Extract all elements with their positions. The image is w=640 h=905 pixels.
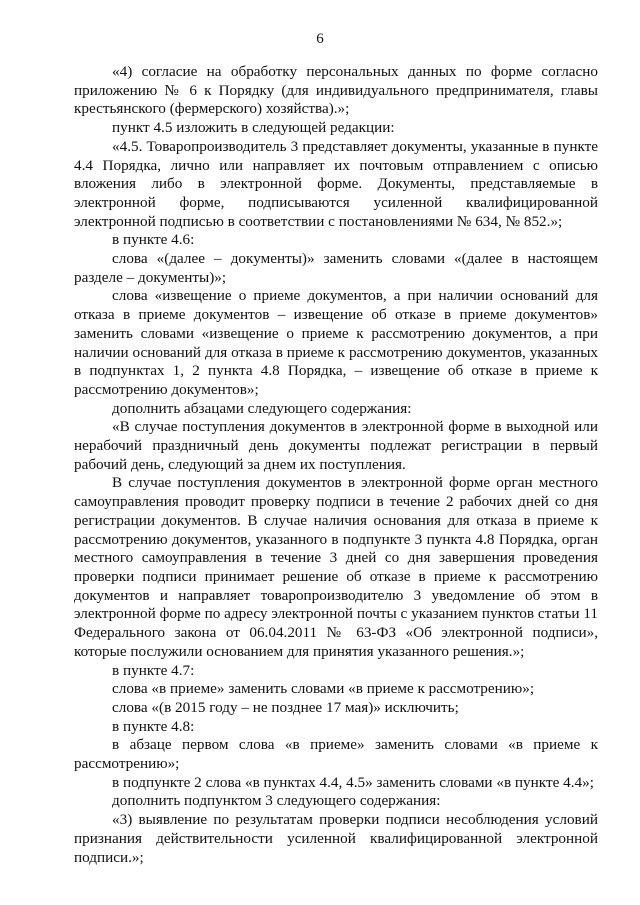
page-number: 6 [316,31,324,47]
paragraph-consent-item: «4) согласие на обработку персональных данных по форме согласно приложению № 6 к Порядку (для индивидуального предпринимателя, главы крестьянского (фермерского) хозяйства).»; [74,63,598,118]
paragraph-add-subpoint-3: дополнить подпунктом 3 следующего содержания: [112,792,441,810]
paragraph-signature-check: В случае поступления документов в электронной форме орган местного самоуправления проводит проверку подписи в течение 2 рабочих дней со дня регистрации документов. В случае наличия основания для отказа в приеме к рассмотрению документов, указанного в подпункте 3 пункта 4.8 Порядка, орган местного самоуправления в течение 3 дней со дня завершения проведения проверки подписи принимает решение об отказе в приеме к рассмотрению документов и направляет товаропроизводителю 3 уведомление об этом в электронной форме по адресу электронной почты с указанием пунктов статьи 11 Федерального закона от 06.04.2011 № 63-ФЗ «Об электронной подписи», которые послужили основанием для принятия указанного решения.»; [74,474,598,660]
paragraph-add-clauses: дополнить абзацами следующего содержания: [112,399,412,417]
paragraph-replace-notice: слова «извещение о приеме документов, а при наличии оснований для отказа в приеме документов – извещение об отказе в приеме документов» заменить словами «извещение о приеме к рассмотрению документов, а при наличии оснований для отказа в приеме к рассмотрению документов, указанных в подпунктах 1, 2 пункта 4.8 Порядка, – извещение об отказе в приеме к рассмотрению документов»; [74,287,598,398]
document-body [74,63,598,867]
paragraph-first-abzac: в абзаце первом слова «в приеме» заменить словами «в приеме к рассмотрению»; [74,736,598,773]
paragraph-replace-in-priem: слова «в приеме» заменить словами «в приеме к рассмотрению»; [112,680,535,698]
paragraph-exclude-2015: слова «(в 2015 году – не позднее 17 мая)» исключить; [112,698,459,716]
paragraph-4-5-text: «4.5. Товаропроизводитель 3 представляет документы, указанные в пункте 4.4 Порядка, лично или направляет их почтовым отправлением с описью вложения либо в электронной форме. Документы, представляемые в электронной форме, подписываются усиленной квалифицированной электронной подписью в соответствии с постановлениями № 634, № 852.»; [74,137,598,230]
paragraph-in-4-8: в пункте 4.8: [112,717,195,735]
paragraph-in-4-7: в пункте 4.7: [112,661,195,679]
paragraph-amend-4-5: пункт 4.5 изложить в следующей редакции: [112,119,395,137]
paragraph-holiday-registration: «В случае поступления документов в электронной форме в выходной или нерабочий праздничный день документы подлежат регистрации в первый рабочий день, следующий за днем их поступления. [74,418,598,473]
paragraph-subpoint-2: в подпункте 2 слова «в пунктах 4.4, 4.5» заменить словами «в пункте 4.4»; [112,773,594,791]
paragraph-replace-documents: слова «(далее – документы)» заменить словами «(далее в настоящем разделе – документы)»; [74,250,598,286]
paragraph-subpoint-3-text: «3) выявление по результатам проверки подписи несоблюдения условий признания действительности усиленной квалифицированной электронной подписи.»; [74,811,598,866]
paragraph-in-4-6: в пункте 4.6: [112,231,195,249]
